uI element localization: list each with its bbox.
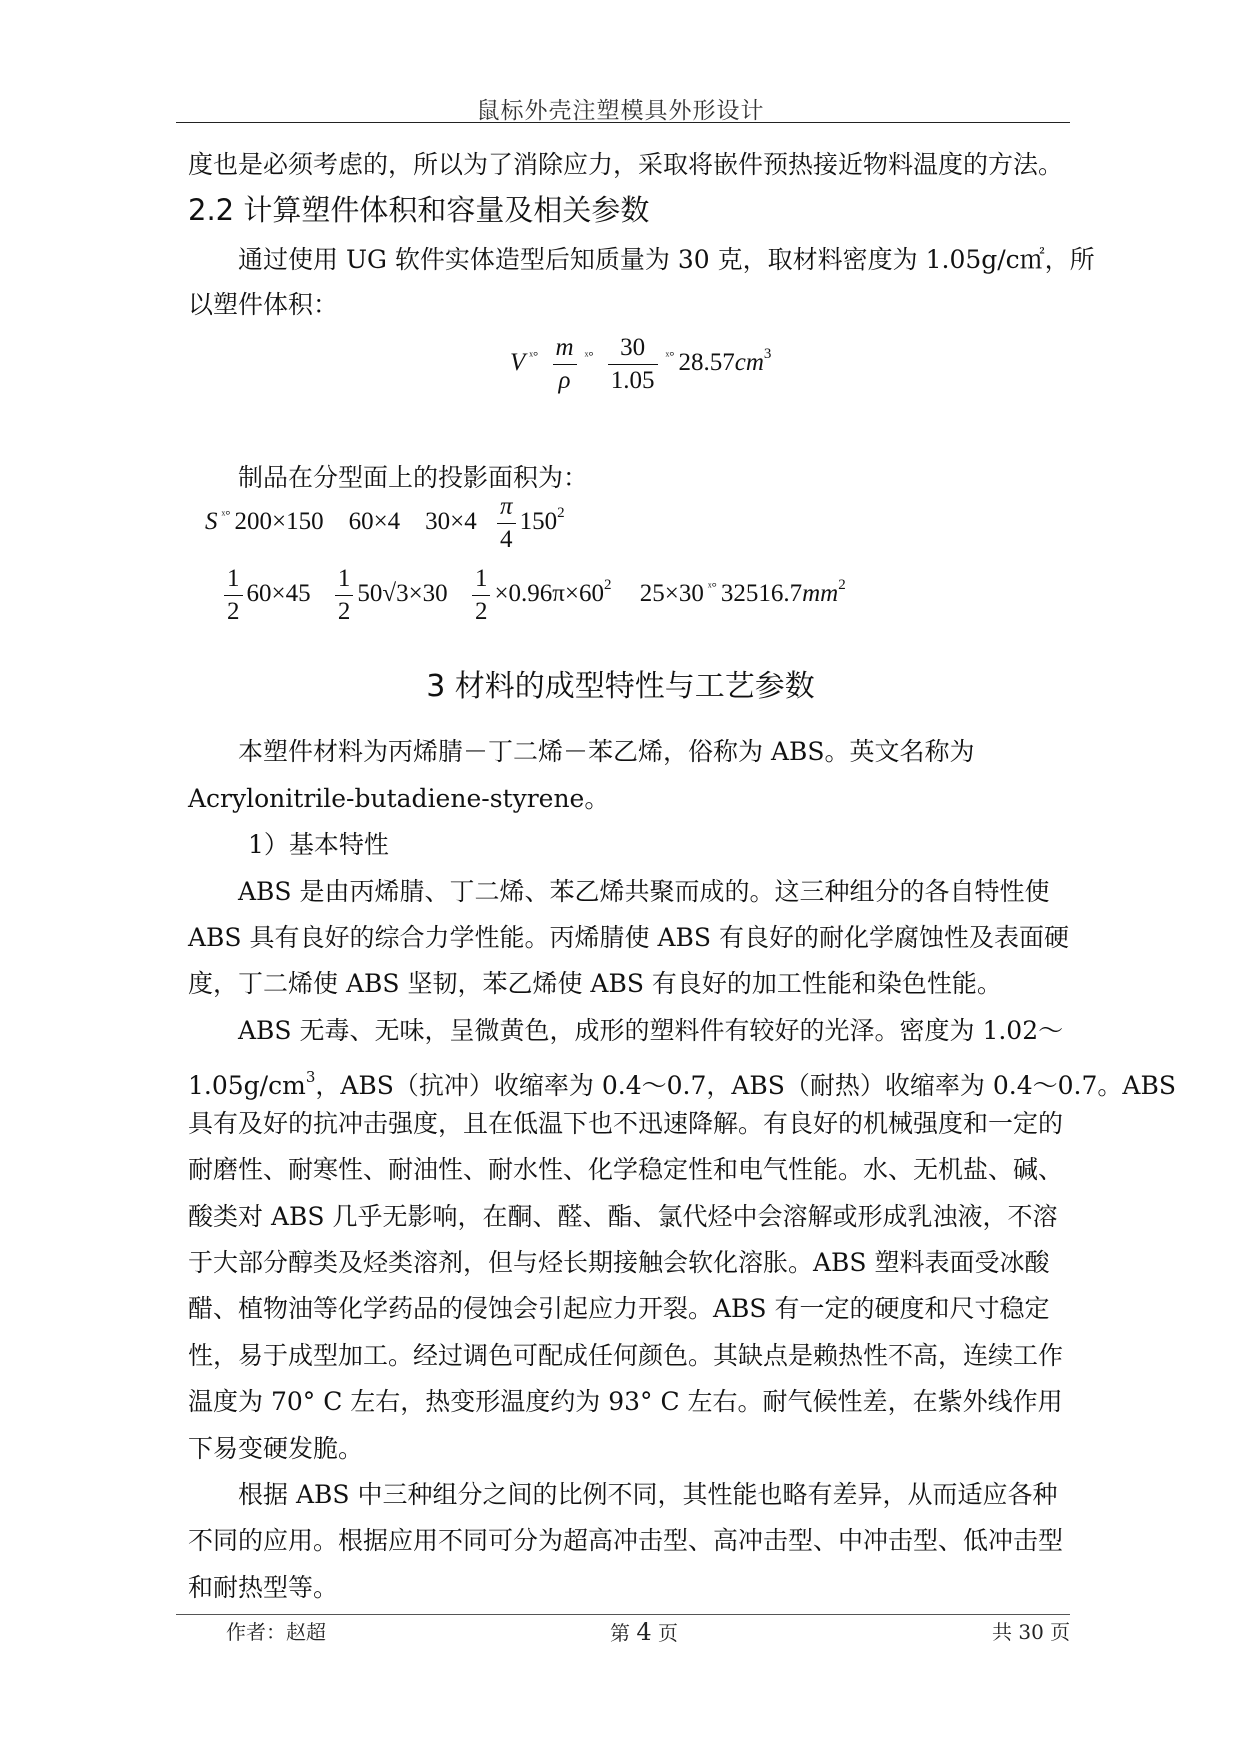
- eq-denominator: 2: [337, 598, 351, 625]
- subsection-label: 1）基本特性: [248, 830, 389, 859]
- footer-total-pages: 共 30 页: [992, 1620, 1071, 1644]
- section-heading-2-2: 2.2 计算塑件体积和容量及相关参数: [188, 193, 650, 227]
- eq-numerator: 30: [608, 332, 658, 365]
- eq-numerator: π: [497, 491, 516, 524]
- eq-denominator: ρ: [558, 367, 571, 394]
- eq-fraction: [497, 491, 516, 556]
- page-number: 4: [636, 1618, 652, 1646]
- paragraph-line: 根据 ABS 中三种组分之间的比例不同，其性能也略有差异，从而适应各种: [238, 1480, 1058, 1509]
- eq-exponent: 2: [604, 577, 612, 594]
- eq-term: 60×45: [246, 580, 311, 608]
- eq-fraction: [608, 332, 658, 397]
- area-equation-row-1: [205, 491, 565, 556]
- paragraph-line: 下易变硬发脆。: [188, 1434, 364, 1463]
- equals-glyph: ˣ°: [221, 507, 231, 523]
- eq-fraction: [553, 332, 577, 397]
- paragraph-line: 醋、植物油等化学药品的侵蚀会引起应力开裂。ABS 有一定的硬度和尺寸稳定: [188, 1294, 1050, 1323]
- page-suffix: 页: [658, 1621, 678, 1645]
- footer-author: 作者：赵超: [226, 1620, 326, 1644]
- eq-fraction: [335, 563, 354, 628]
- paragraph-line: Acrylonitrile-butadiene-styrene。: [188, 784, 610, 813]
- eq-variable: V: [510, 349, 526, 377]
- paragraph-line: ABS 具有良好的综合力学性能。丙烯腈使 ABS 有良好的耐化学腐蚀性及表面硬: [188, 923, 1069, 952]
- eq-numerator: 1: [472, 563, 491, 596]
- volume-equation: [510, 332, 771, 397]
- eq-variable: S: [205, 508, 218, 536]
- paragraph-line: 性，易于成型加工。经过调色可配成任何颜色。其缺点是赖热性不高，连续工作: [188, 1341, 1064, 1370]
- eq-denominator: 2: [227, 598, 240, 625]
- equals-glyph: ˣ°: [707, 579, 717, 595]
- eq-denominator: 1.05: [610, 367, 655, 394]
- paragraph-line: ABS 是由丙烯腈、丁二烯、苯乙烯共聚而成的。这三种组分的各自特性使: [238, 877, 1050, 906]
- eq-numerator: 1: [224, 563, 243, 596]
- paragraph-line: [188, 1060, 1176, 1103]
- eq-exponent: 2: [557, 505, 565, 522]
- eq-unit-exponent: 2: [838, 577, 846, 594]
- footer-rule: [176, 1614, 1070, 1615]
- density-exponent: 3: [305, 1068, 316, 1086]
- eq-denominator: 2: [474, 598, 488, 625]
- paragraph-text: ，ABS（抗冲）收缩率为 0.4～0.7，ABS（耐热）收缩率为 0.4～0.7。ABS: [315, 1071, 1176, 1100]
- equals-glyph: ˣ°: [529, 348, 539, 364]
- eq-numerator: m: [553, 332, 577, 365]
- density-value: 1.05g/cm: [188, 1071, 306, 1100]
- eq-fraction: [224, 563, 243, 628]
- eq-unit: mm: [802, 580, 839, 608]
- paragraph-line: 酸类对 ABS 几乎无影响，在酮、醛、酯、氯代烃中会溶解或形成乳浊液，不溶: [188, 1202, 1058, 1231]
- paragraph-line: 耐磨性、耐寒性、耐油性、耐水性、化学稳定性和电气性能。水、无机盐、碱、: [188, 1155, 1064, 1184]
- area-equation-row-2: [220, 563, 846, 628]
- eq-result: 32516.7: [720, 580, 803, 608]
- footer-page-number: [610, 1619, 678, 1646]
- eq-unit: cm: [734, 349, 764, 377]
- eq-term: 150: [519, 508, 558, 536]
- paragraph-line: 于大部分醇类及烃类溶剂，但与烃长期接触会软化溶胀。ABS 塑料表面受冰酸: [188, 1248, 1050, 1277]
- paragraph-line: 温度为 70° C 左右，热变形温度约为 93° C 左右。耐气候性差，在紫外线作用: [188, 1387, 1063, 1416]
- eq-denominator: 4: [500, 526, 513, 553]
- header-rule: [176, 122, 1070, 123]
- eq-fraction: [472, 563, 491, 628]
- eq-term: 50√3×30: [357, 580, 448, 608]
- paragraph-line: 度也是必须考虑的，所以为了消除应力，采取将嵌件预热接近物料温度的方法。: [188, 150, 1064, 179]
- eq-term: ×0.96π×60: [494, 580, 605, 608]
- paragraph-line: 以塑件体积：: [188, 290, 339, 319]
- eq-result: 28.57: [678, 349, 735, 377]
- eq-terms: 200×150 60×4 30×4: [234, 508, 477, 536]
- paragraph-line: ABS 无毒、无味，呈微黄色，成形的塑料件有较好的光泽。密度为 1.02～: [238, 1016, 1064, 1045]
- eq-unit-exponent: 3: [763, 346, 772, 363]
- paragraph-line: 度，丁二烯使 ABS 坚韧，苯乙烯使 ABS 有良好的加工性能和染色性能。: [188, 969, 1002, 998]
- paragraph-line: 不同的应用。根据应用不同可分为超高冲击型、高冲击型、中冲击型、低冲击型: [188, 1526, 1064, 1555]
- paragraph-line: 通过使用 UG 软件实体造型后知质量为 30 克，取材料密度为 1.05g/c㎡，所: [238, 245, 1095, 274]
- equals-glyph: ˣ°: [584, 348, 594, 364]
- page-prefix: 第: [610, 1621, 630, 1645]
- paragraph-line: 和耐热型等。: [188, 1573, 339, 1602]
- eq-term: 25×30: [639, 580, 704, 608]
- running-header-title: 鼠标外壳注塑模具外形设计: [476, 98, 765, 124]
- paragraph-line: 本塑件材料为丙烯腈－丁二烯－苯乙烯，俗称为 ABS。英文名称为: [238, 737, 975, 766]
- chapter-heading-3: 3 材料的成型特性与工艺参数: [426, 669, 815, 704]
- paragraph-line: 制品在分型面上的投影面积为：: [238, 463, 589, 492]
- equals-glyph: ˣ°: [665, 348, 675, 364]
- paragraph-line: 具有及好的抗冲击强度，且在低温下也不迅速降解。有良好的机械强度和一定的: [188, 1109, 1064, 1138]
- eq-numerator: 1: [335, 563, 354, 596]
